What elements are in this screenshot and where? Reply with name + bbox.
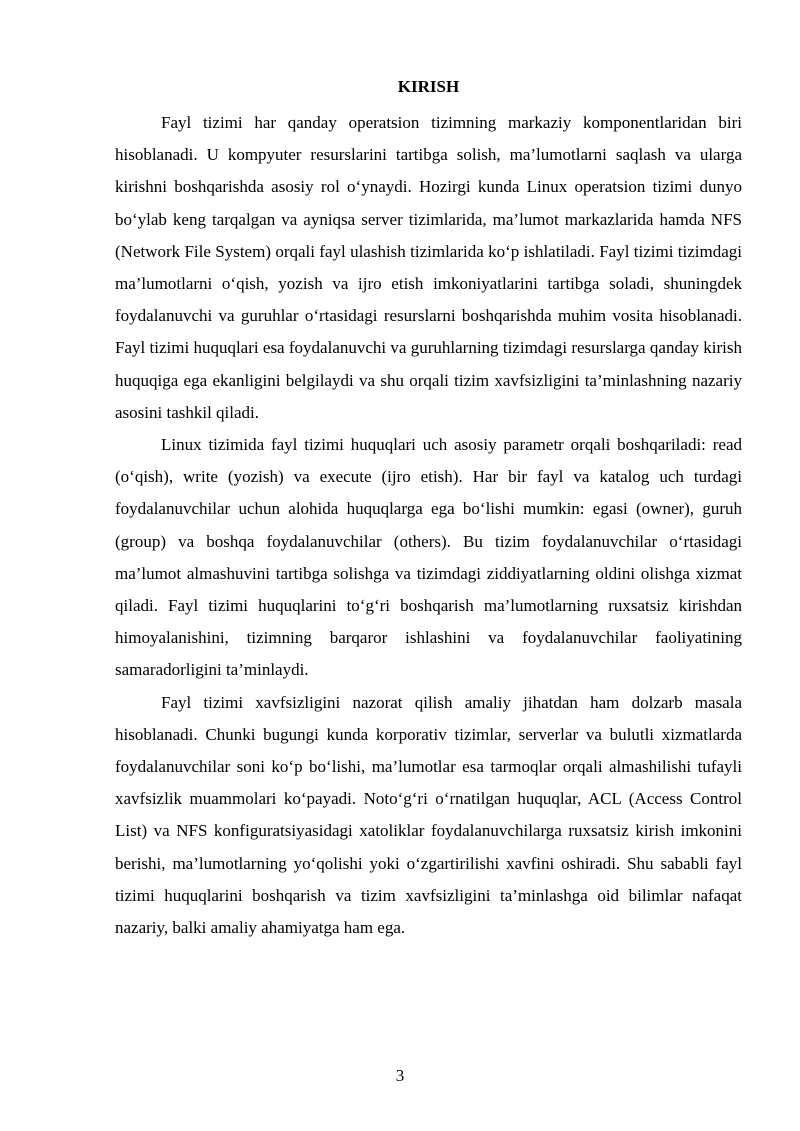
- paragraph-2: Linux tizimida fayl tizimi huquqlari uch asosiy parametr orqali boshqariladi: read (o‘qish), write (yozish) va execute (ijro etish). Har bir fayl va katalog uch turdagi foydalanuvchilar uchun alohida huquqlarga ega bo‘lishi mumkin: egasi (owner), guruh (group) va boshqa foydalanuvchilar (others). Bu tizim foydalanuvchilar o‘rtasidagi ma’lumot almashuvini tartibga solishga va tizimdagi ziddiyatlarning oldini olishga xizmat qiladi. Fayl tizimi huquqlarini to‘g‘ri boshqarish ma’lumotlarning ruxsatsiz kirishdan himoyalanishini, tizimning barqaror ishlashini va foydalanuvchilar faoliyatining samaradorligini ta’minlaydi.: [115, 435, 742, 680]
- page-number: 3: [395, 1066, 405, 1085]
- body-text: [115, 107, 742, 944]
- paragraph-3: Fayl tizimi xavfsizligini nazorat qilish amaliy jihatdan ham dolzarb masala hisoblanadi. Chunki bugungi kunda korporativ tizimlar, serverlar va bulutli xizmatlarda foydalanuvchilar soni ko‘p bo‘lishi, ma’lumotlar esa tarmoqlar orqali almashilishi tufayli xavfsizlik muammolari ko‘payadi. Noto‘g‘ri o‘rnatilgan huquqlar, ACL (Access Control List) va NFS konfiguratsiyasidagi xatoliklar foydalanuvchilarga ruxsatsiz kirish imkonini berishi, ma’lumotlarning yo‘qolishi yoki o‘zgartirilishi xavfini oshiradi. Shu sababli fayl tizimi huquqlarini boshqarish va tizim xavfsizligini ta’minlashga oid bilimlar nafaqat nazariy, balki amaliy ahamiyatga ham ega.: [115, 692, 742, 938]
- paragraph-1: Fayl tizimi har qanday operatsion tizimning markaziy komponentlaridan biri hisoblanadi. U kompyuter resurslarini tartibga solish, ma’lumotlarni saqlash va ularga kirishni boshqarishda asosiy rol o‘ynaydi. Hozirgi kunda Linux operatsion tizimi dunyo bo‘ylab keng tarqalgan va ayniqsa server tizimlarida, ma’lumot markazlarida hamda NFS (Network File System) orqali fayl ulashish tizimlarida ko‘p ishlatiladi. Fayl tizimi tizimdagi ma’lumotlarni o‘qish, yozish va ijro etish imkoniyatlarini tartibga soladi, shuningdek foydalanuvchi va guruhlar o‘rtasidagi resurslarni boshqarishda muhim vosita hisoblanadi. Fayl tizimi huquqlari esa foydalanuvchi va guruhlarning tizimdagi resurslarga qanday kirish huquqiga ega ekanligini belgilaydi va shu orqali tizim xavfsizligini ta’minlashning nazariy asosini tashkil qiladi.: [115, 113, 742, 422]
- section-heading: KIRISH: [397, 77, 460, 96]
